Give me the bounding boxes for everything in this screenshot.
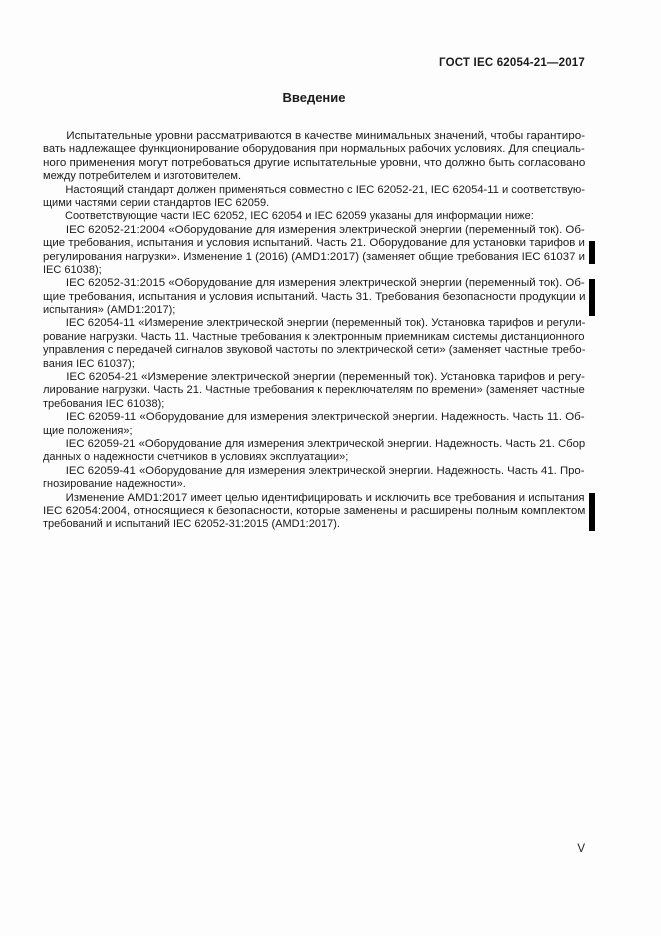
text-line: щими частями серии стандартов IEC 62059.	[43, 196, 270, 209]
text-line: IEC 62052-31:2015 «Оборудование для измерения электрической энергии (переменный ток). Об-	[65, 277, 585, 290]
text-line: испытания» (AMD1:2017);	[43, 304, 176, 317]
text-line: Изменение AMD1:2017 имеет целью идентифицировать и исключить все требования и испытания	[65, 491, 585, 504]
text-line: требования IEC 61038);	[43, 397, 165, 410]
change-marker-bar	[589, 493, 595, 531]
text-line: Соответствующие части IEC 62052, IEC 62054 и IEC 62059 указаны для информации ниже:	[65, 210, 534, 223]
section-title: Введение	[282, 90, 346, 105]
change-marker-bar	[589, 279, 595, 316]
text-line: Настоящий стандарт должен применяться совместно с IEC 62052-21, IEC 62054-11 и соответствую-	[65, 183, 585, 196]
text-line: требований и испытаний IEC 62052-31:2015 (AMD1:2017).	[43, 518, 340, 531]
text-line: щие требования, испытания и условия испытаний. Часть 21. Оборудование для установки тарифов и	[43, 237, 585, 250]
text-line: IEC 62059-41 «Оборудование для измерения электрической энергии. Надежность. Часть 41. Про-	[65, 464, 585, 477]
page-content	[43, 0, 585, 936]
text-line: щие требования, испытания и условия испытаний. Часть 31. Требования безопасности продукции и	[43, 290, 586, 303]
text-line: IEC 62054-11 «Измерение электрической энергии (переменный ток). Установка тарифов и регули-	[65, 317, 586, 330]
text-line: щие положения»;	[43, 424, 133, 437]
text-line: данных о надежности счетчиков в условиях эксплуатации»;	[43, 451, 349, 464]
page-number: V	[577, 843, 585, 855]
document-code-header: ГОСТ IEC 62054-21—2017	[439, 57, 585, 69]
text-line: гнозирование надежности».	[43, 478, 186, 491]
text-line: между потребителем и изготовителем.	[43, 170, 242, 183]
text-line: ного применения могут потребоваться другие испытательные уровни, что должно быть согласовано	[43, 156, 586, 169]
text-line: IEC 61038);	[43, 263, 102, 276]
text-line: лирование нагрузки. Часть 21. Частные требования к переключателям по времени» (заменяет частные	[43, 384, 585, 397]
text-line: вать надлежащее функционирование оборудования при нормальных рабочих условиях. Для специаль-	[43, 143, 585, 156]
text-line: Испытательные уровни рассматриваются в качестве минимальных значений, чтобы гарантиро-	[66, 130, 586, 142]
text-line: IEC 62054:2004, относящиеся к безопасности, которые заменены и расширены полным комплектом	[43, 504, 586, 517]
text-line: IEC 62054-21 «Измерение электрической энергии (переменный ток). Установка тарифов и регу-	[66, 371, 585, 384]
body-text	[43, 130, 585, 532]
text-line: IEC 62059-21 «Оборудование для измерения электрической энергии. Надежность. Часть 21. Сбор	[65, 437, 586, 450]
text-line: регулирования нагрузки». Изменение 1 (2016) (AMD1:2017) (заменяет общие требования IEC 61037 и	[43, 250, 586, 263]
text-line: IEC 62059-11 «Оборудование для измерения электрической энергии. Надежность. Часть 11. Об-	[66, 411, 585, 424]
change-marker-bar	[589, 241, 595, 264]
text-line: рование нагрузки. Часть 11. Частные требования к электронным приемникам системы дистанционного	[43, 330, 585, 343]
text-line: вания IEC 61037);	[43, 357, 135, 370]
text-line: управления с передачей сигналов звуковой частоты по электрической сети» (заменяет частные требо-	[43, 344, 586, 357]
text-line: IEC 62052-21:2004 «Оборудование для измерения электрической энергии (переменный ток). Об-	[65, 223, 585, 236]
